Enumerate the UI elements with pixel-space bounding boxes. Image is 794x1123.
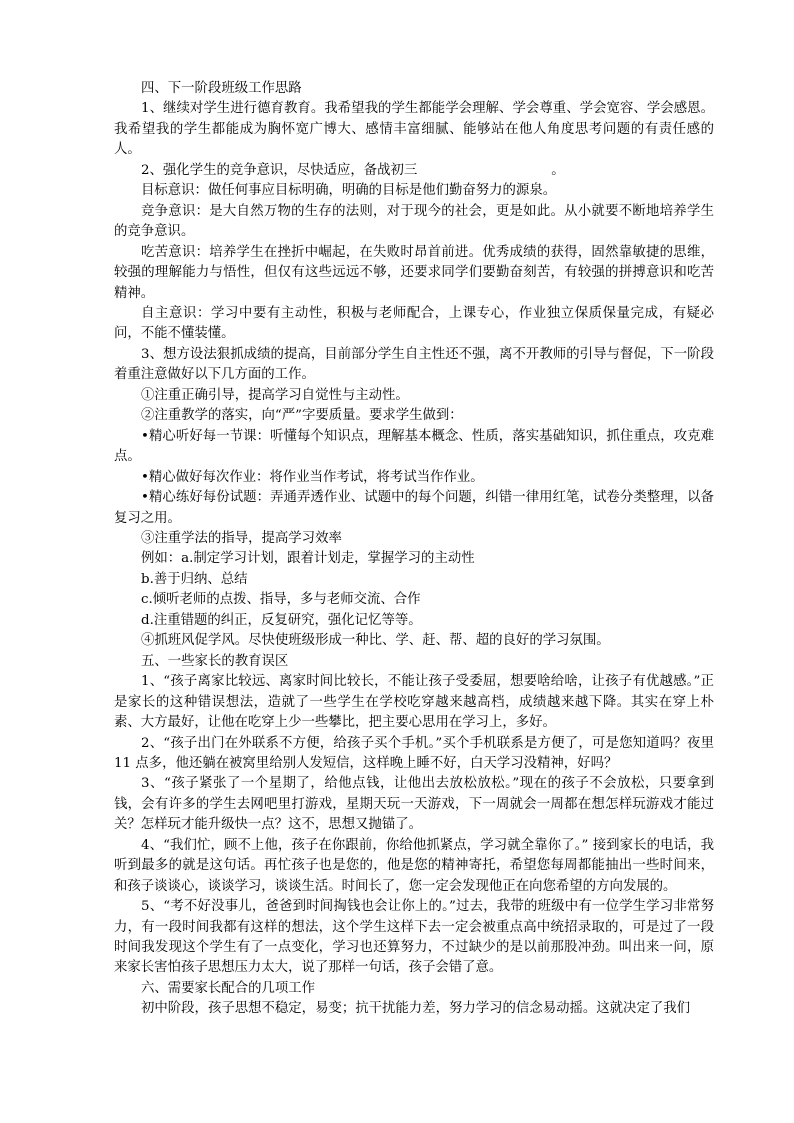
paragraph-competition-awareness: 竞争意识：是大自然万物的生存的法则，对于现今的社会，更是如此。从小就要不断地培养学生的竞争意识。 <box>114 203 714 240</box>
paragraph-parent-cooperation: 初中阶段，孩子思想不稳定，易变；抗干扰能力差，努力学习的信念易动摇。这就决定了我们 <box>141 1001 691 1017</box>
bullet-listen: •精心听好每一节课：听懂每个知识点，理解基本概念、性质，落实基础知识，抓住重点，攻克难点。 <box>114 428 714 465</box>
method-d: d.注重错题的纠正，反复研究，强化记忆等等。 <box>141 612 422 628</box>
paragraph-autonomy-awareness: 自主意识：学习中要有主动性，积极与老师配合，上课专心，作业独立保质保量完成，有疑必问，不能不懂装懂。 <box>114 305 714 342</box>
paragraph-misconception-4: 4、“我们忙，顾不上他，孩子在你跟前，你给他抓紧点，学习就全靠你了。” 接到家长的电话，我听到最多的就是这句话。再忙孩子也是您的，他是您的精神寄托，希望您每周都能抽出一些时间来，和孩子谈谈心，谈谈学习，谈谈生活。时间长了，您一定会发现他正在向您希望的方向发展的。 <box>114 837 714 894</box>
list-item-methods: ③注重学法的指导，提高学习效率 <box>141 530 342 546</box>
section-heading-5: 五、一些家长的教育误区 <box>141 653 289 669</box>
section-heading-4: 四、下一阶段班级工作思路 <box>141 81 302 96</box>
bullet-homework: •精心做好每次作业：将作业当作考试，将考试当作作业。 <box>141 469 484 485</box>
paragraph-misconception-5: 5、“考不好没事儿，爸爸到时间掏钱也会让你上的。”过去，我带的班级中有一位学生学习非常努力，有一段时间我都有这样的想法，这个学生这样下去一定会被重点高中统招录取的，可是过了一段时间我发现这个学生有了一点变化，学习也还算努力，不过缺少的是以前那股冲劲。叫出来一问，原来家长害怕孩子思想压力太大，说了那样一句话，孩子会错了意。 <box>114 899 714 976</box>
document-body <box>114 79 714 1020</box>
method-c: c.倾听老师的点拨、指导，多与老师交流、合作 <box>141 592 421 608</box>
paragraph-grade-improvement: 3、想方设法狠抓成绩的提高，目前部分学生自主性还不强，离不开教师的引导与督促，下一阶段着重注意做好以下几方面的工作。 <box>114 346 714 383</box>
paragraph-hardship-awareness: 吃苦意识：培养学生在挫折中崛起，在失败时昂首前进。优秀成绩的获得，固然靠敏捷的思维，较强的理解能力与悟性，但仅有这些远远不够，还要求同学们要勤奋刻苦，有较强的拼搏意识和吃苦精神。 <box>114 244 714 301</box>
paragraph-moral-education: 1、继续对学生进行德育教育。我希望我的学生都能学会理解、学会尊重、学会宽容、学会感恩。我希望我的学生都能成为胸怀宽广博大、感情丰富细腻、能够站在他人角度思考问题的有责任感的人。 <box>114 101 714 158</box>
section-heading-6: 六、需要家长配合的几项工作 <box>141 980 316 996</box>
list-item-teaching: ②注重教学的落实，向“严”字要质量。要求学生做到： <box>141 408 463 424</box>
paragraph-goal-awareness: 目标意识：做任何事应目标明确，明确的目标是他们勤奋努力的源泉。 <box>141 183 557 199</box>
list-item-guidance: ①注重正确引导，提高学习自觉性与主动性。 <box>141 387 409 403</box>
list-item-class-style: ④抓班风促学风。尽快使班级形成一种比、学、赶、帮、超的良好的学习氛围。 <box>141 633 610 649</box>
method-a: 例如：a.制定学习计划，跟着计划走，掌握学习的主动性 <box>141 551 475 567</box>
paragraph-misconception-1: 1、“孩子离家比较远、离家时间比较长，不能让孩子受委屈，想要啥给啥，让孩子有优越感。”正是家长的这种错误想法，造就了一些学生在学校吃穿越来越高档，成绩越来越下降。其实在穿上朴素、大方最好，让他在吃穿上少一些攀比，把主要心思用在学习上，多好。 <box>114 674 714 731</box>
paragraph-competition: 2、强化学生的竞争意识，尽快适应，备战初三 。 <box>141 162 565 178</box>
method-b: b.善于归纳、总结 <box>141 571 248 587</box>
paragraph-misconception-3: 3、“孩子紧张了一个星期了，给他点钱，让他出去放松放松。”现在的孩子不会放松，只要拿到钱，会有许多的学生去网吧里打游戏，星期天玩一天游戏，下一周就会一周都在想怎样玩游戏才能过关？怎样玩才能升级快一点？这不，思想又抛锚了。 <box>114 776 714 833</box>
bullet-tests: •精心练好每份试题：弄通弄透作业、试题中的每个问题，纠错一律用红笔，试卷分类整理，以备复习之用。 <box>114 490 714 526</box>
paragraph-misconception-2: 2、“孩子出门在外联系不方便，给孩子买个手机。”买个手机联系是方便了，可是您知道吗？夜里 11 点多，他还躺在被窝里给别人发短信，这样晚上睡不好，白天学习没精神，好吗？ <box>114 735 714 771</box>
